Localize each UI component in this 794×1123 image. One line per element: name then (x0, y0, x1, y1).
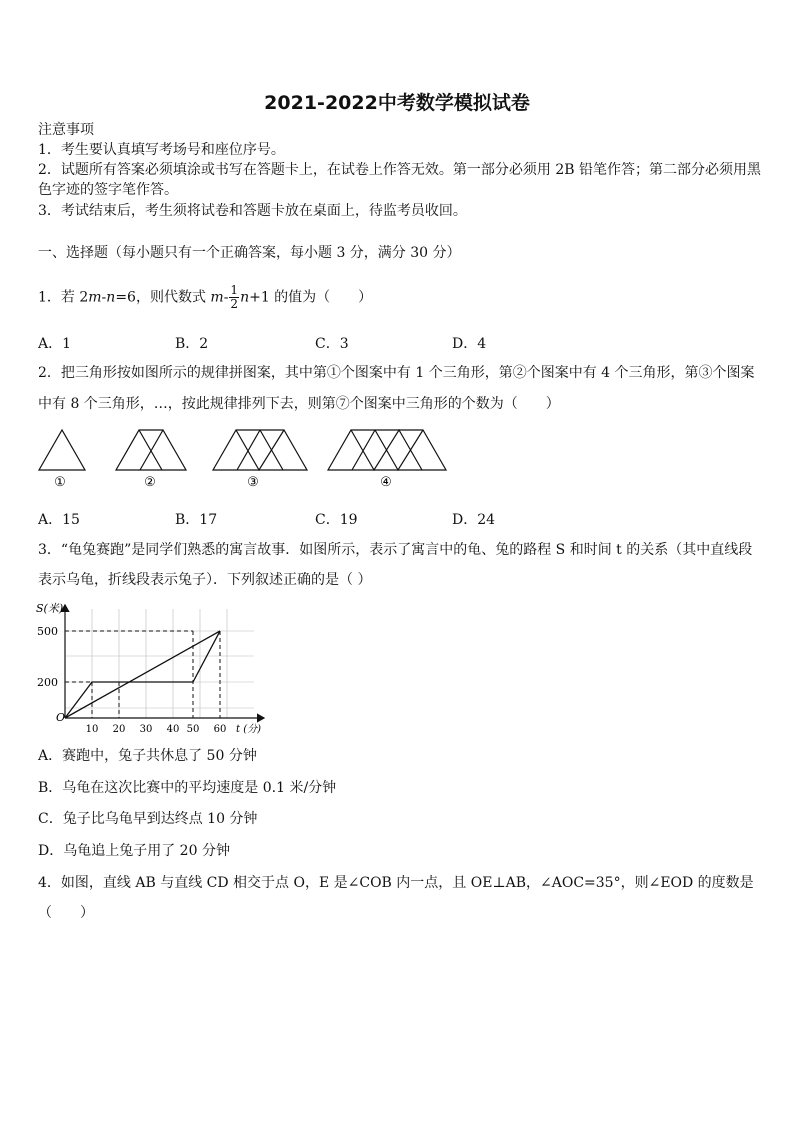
notice-item-3: 3．考试结束后，考生须将试卷和答题卡放在桌面上，待监考员收回。 (38, 203, 467, 219)
x-axis-label: t (分) (236, 724, 261, 735)
question-2-line2: 中有 8 个三角形，…，按此规律排列下去，则第⑦个图案中三角形的个数为（ ） (38, 396, 560, 412)
question-2-line1: 2．把三角形按如图所示的规律拼图案，其中第①个图案中有 1 个三角形，第②个图案中有 4 个三角形，第③个图案 (38, 365, 755, 381)
origin-label: O (56, 711, 66, 724)
pattern-label-4: ④ (380, 475, 392, 490)
q3-option-c: C．兔子比乌龟早到达终点 10 分钟 (38, 811, 258, 827)
x-tick-50: 50 (186, 724, 200, 735)
q3-option-a: A．赛跑中，兔子共休息了 50 分钟 (38, 748, 257, 764)
x-tick-60: 60 (213, 724, 227, 735)
q3-option-b: B．乌龟在这次比赛中的平均速度是 0.1 米/分钟 (38, 780, 337, 796)
pattern-label-1: ① (54, 475, 66, 490)
section-heading: 一、选择题（每小题只有一个正确答案，每小题 3 分，满分 30 分） (38, 245, 461, 261)
q1-option-a: A．1 (38, 336, 72, 352)
triangle-pattern-figure (30, 420, 460, 492)
question-3-line2: 表示乌龟，折线段表示兔子）．下列叙述正确的是（ ） (38, 572, 372, 588)
q2-option-b: B．17 (175, 512, 218, 528)
q3-option-d: D．乌龟追上兔子用了 20 分钟 (38, 843, 230, 859)
fraction-one-half: $\frac{1}{2}$ (230, 283, 239, 311)
pattern-label-2: ② (144, 475, 156, 490)
x-tick-30: 30 (139, 724, 153, 735)
notice-item-2: 2．试题所有答案必须填涂或书写在答题卡上，在试卷上作答无效。第一部分必须用 2B 铅笔作答；第二部分必须用黑 (38, 162, 761, 178)
q2-option-d: D．24 (452, 512, 496, 528)
y-tick-500: 500 (37, 625, 58, 638)
question-3-line1: 3．“龟兔赛跑”是同学们熟悉的寓言故事．如图所示，表示了寓言中的龟、兔的路程 S 和时间 t 的关系（其中直线段 (38, 542, 753, 558)
question-4-line1: 4．如图，直线 AB 与直线 CD 相交于点 O，E 是∠COB 内一点，且 OE⊥AB，∠AOC=35°，则∠EOD 的度数是 (38, 875, 754, 891)
q2-option-c: C．19 (315, 512, 358, 528)
y-tick-200: 200 (37, 676, 58, 689)
x-tick-20: 20 (112, 724, 126, 735)
paper-title: 2021-2022中考数学模拟试卷 (264, 92, 530, 114)
q2-option-a: A．15 (38, 512, 80, 528)
x-tick-10: 10 (85, 724, 99, 735)
q1-option-d: D．4 (452, 336, 487, 352)
q1-option-b: B．2 (175, 336, 209, 352)
notice-heading: 注意事项 (38, 122, 94, 138)
race-graph (34, 600, 274, 740)
question-4-line2: （ ） (38, 905, 94, 921)
pattern-label-3: ③ (247, 475, 259, 490)
notice-item-2-cont: 色字迹的签字笔作答。 (38, 182, 178, 198)
question-1-stem: 1．若 2m-n=6，则代数式 m- $\frac{1}{2}$ n+1 的值为（ ） (38, 283, 373, 311)
x-tick-40: 40 (166, 724, 180, 735)
y-axis-label: S(米) (36, 602, 64, 615)
q1-option-c: C．3 (315, 336, 349, 352)
notice-item-1: 1．考生要认真填写考场号和座位序号。 (38, 142, 285, 158)
